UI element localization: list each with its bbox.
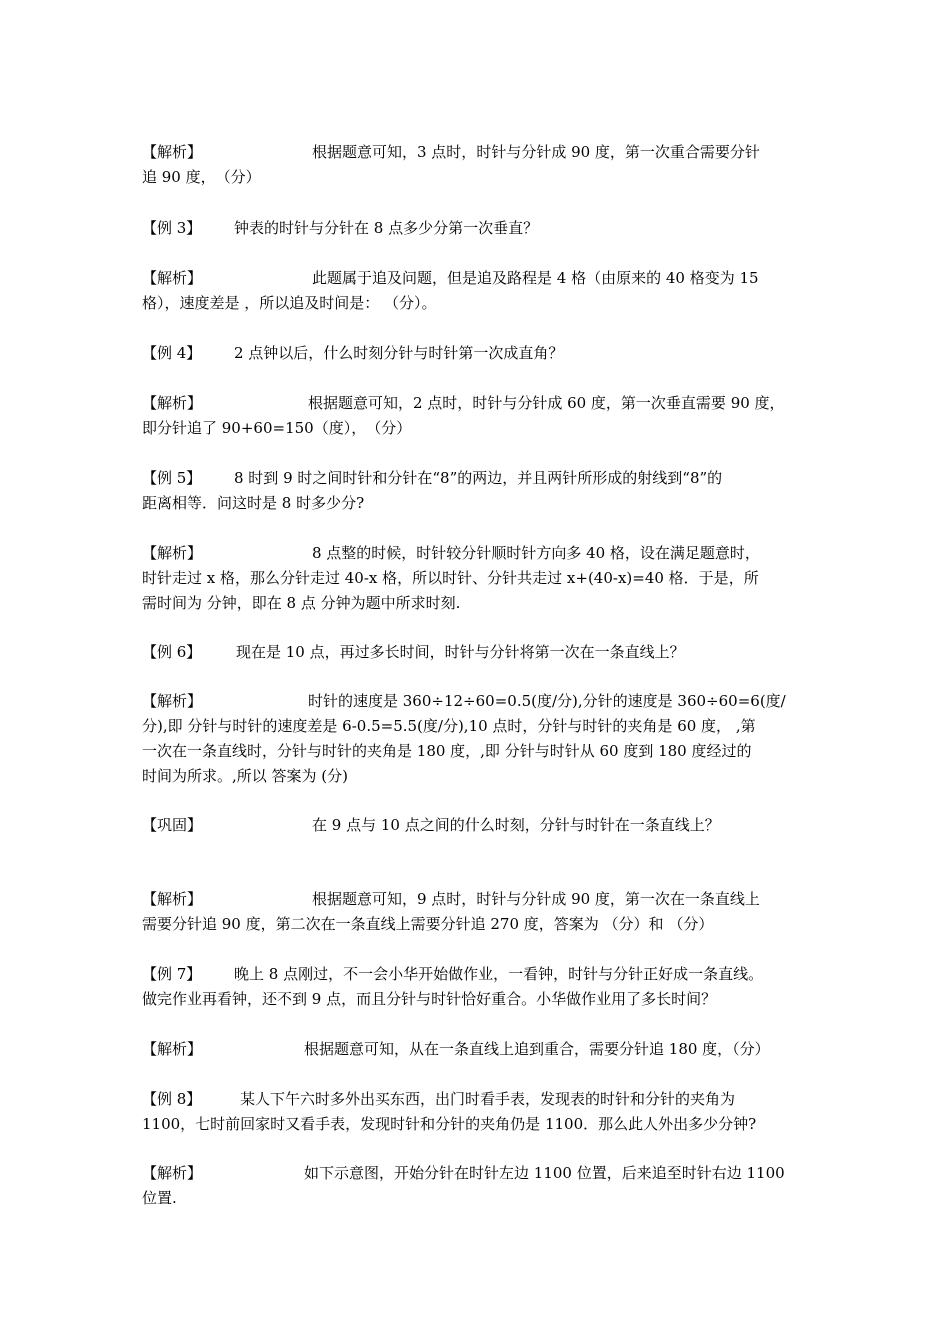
block-line: 分),即 分针与时针的速度差是 6-0.5=5.5(度/分),10 点时，分针与时针的夹角是 60 度， ,第	[142, 717, 756, 735]
analysis-block	[142, 541, 760, 616]
analysis-tag: 【解析】	[142, 269, 203, 287]
block-line: 追 90 度， （分）	[142, 168, 261, 186]
block-line: 需要分针追 90 度，第二次在一条直线上需要分针追 270 度，答案为 （分）和 （分）	[142, 915, 714, 933]
analysis-block	[142, 391, 785, 441]
block-line: 做完作业再看钟，还不到 9 点，而且分针与时针恰好重合。小华做作业用了多长时间？	[142, 990, 717, 1008]
analysis-tag: 【解析】	[142, 692, 203, 710]
consolidation-block	[142, 813, 720, 838]
example-block	[142, 216, 538, 241]
block-line: 在 9 点与 10 点之间的什么时刻，分针与时针在一条直线上？	[312, 816, 720, 834]
block-line: 2 点钟以后，什么时刻分针与时针第一次成直角？	[234, 344, 564, 362]
example-tag: 【例 3】	[142, 219, 202, 237]
example-tag: 【例 5】	[142, 469, 202, 487]
block-line: 如下示意图，开始分针在时针左边 1100 位置，后来追至时针右边 1100	[304, 1164, 785, 1182]
analysis-tag: 【解析】	[142, 143, 203, 161]
example-block	[142, 1087, 756, 1137]
block-line: 根据题意可知，9 点时，时针与分针成 90 度，第一次在一条直线上	[312, 890, 760, 908]
block-line: 根据题意可知，2 点时，时针与分针成 60 度，第一次垂直需要 90 度，	[308, 394, 785, 412]
block-line: 需时间为 分钟，即在 8 点 分钟为题中所求时刻.	[142, 594, 461, 612]
analysis-tag: 【解析】	[142, 544, 203, 562]
block-line: 此题属于追及问题，但是追及路程是 4 格（由原来的 40 格变为 15	[312, 269, 759, 287]
example-block	[142, 341, 563, 366]
analysis-block	[142, 266, 759, 316]
example-tag: 【例 6】	[142, 643, 202, 661]
analysis-tag: 【解析】	[142, 1164, 203, 1182]
analysis-block	[142, 887, 760, 937]
analysis-block	[142, 689, 786, 789]
block-line: 位置.	[142, 1189, 177, 1207]
block-line: 8 点整的时候，时针较分针顺时针方向多 40 格，设在满足题意时，	[312, 544, 760, 562]
analysis-block	[142, 1037, 770, 1062]
analysis-block	[142, 140, 760, 190]
analysis-block	[142, 1161, 785, 1211]
block-line: 时针的速度是 360÷12÷60=0.5(度/分),分针的速度是 360÷60=6(度/	[308, 692, 786, 710]
consolidation-tag: 【巩固】	[142, 816, 203, 834]
analysis-tag: 【解析】	[142, 394, 203, 412]
block-line: 距离相等．问这时是 8 时多少分?	[142, 494, 365, 512]
block-line: 时间为所求。,所以 答案为 (分)	[142, 767, 349, 785]
analysis-tag: 【解析】	[142, 890, 203, 908]
analysis-tag: 【解析】	[142, 1040, 203, 1058]
block-line: 现在是 10 点，再过多长时间，时针与分针将第一次在一条直线上？	[236, 643, 685, 661]
block-line: 根据题意可知，从在一条直线上追到重合，需要分针追 180 度，（分）	[304, 1040, 770, 1058]
block-line: 某人下午六时多外出买东西，出门时看手表，发现表的时针和分针的夹角为	[240, 1090, 736, 1108]
block-line: 一次在一条直线时，分针与时针的夹角是 180 度，,即 分针与时针从 60 度到 180 度经过的	[142, 742, 752, 760]
example-tag: 【例 7】	[142, 965, 202, 983]
block-line: 1100，七时前回家时又看手表，发现时针和分针的夹角仍是 1100．那么此人外出多少分钟?	[142, 1115, 757, 1133]
block-line: 即分针追了 90+60=150（度）， （分）	[142, 419, 412, 437]
example-block	[142, 962, 763, 1012]
example-tag: 【例 8】	[142, 1090, 202, 1108]
block-line: 钟表的时针与分针在 8 点多少分第一次垂直？	[234, 219, 539, 237]
block-line: 格），速度差是 ，所以追及时间是： （分）。	[142, 294, 437, 312]
block-line: 8 时到 9 时之间时针和分针在“8”的两边，并且两针所形成的射线到“8”的	[234, 469, 723, 487]
example-block	[142, 640, 685, 665]
block-line: 根据题意可知，3 点时，时针与分针成 90 度，第一次重合需要分针	[312, 143, 760, 161]
example-block	[142, 466, 722, 516]
example-tag: 【例 4】	[142, 344, 202, 362]
block-line: 晚上 8 点刚过，不一会小华开始做作业，一看钟，时针与分针正好成一条直线。	[234, 965, 764, 983]
block-line: 时针走过 x 格，那么分针走过 40-x 格，所以时针、分针共走过 x+(40-x)=40 格．于是，所	[142, 569, 759, 587]
